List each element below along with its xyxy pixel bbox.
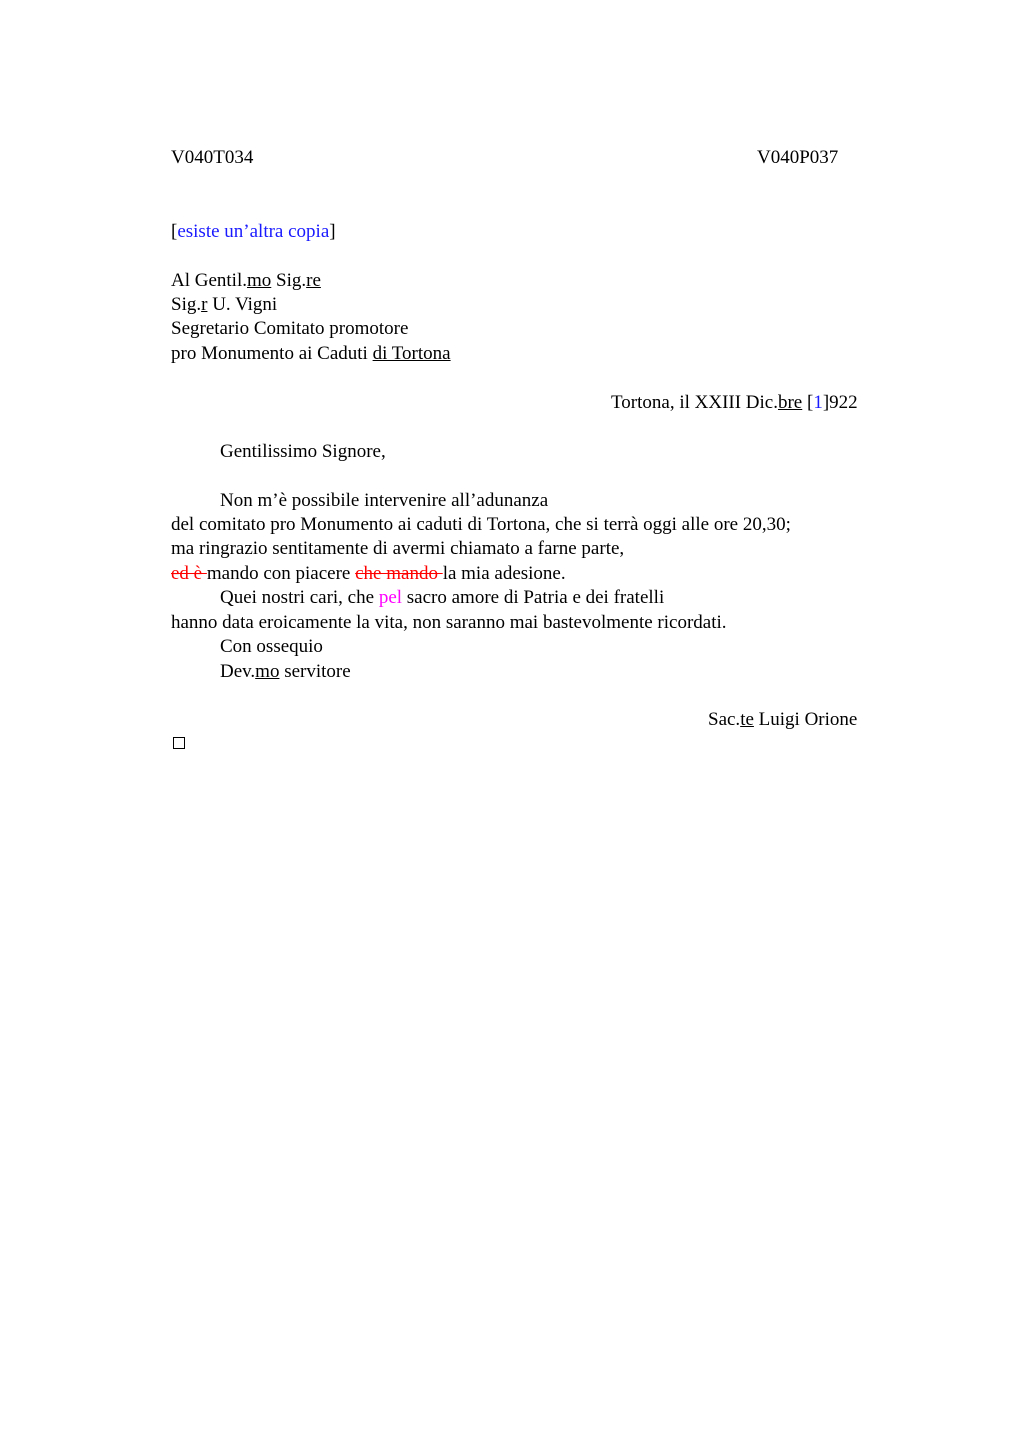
salutation: Gentilissimo Signore, — [220, 441, 386, 462]
date-line: Tortona, il XXIII Dic.bre [1]922 — [611, 392, 858, 413]
closing-line-1: Con ossequio — [220, 636, 323, 657]
deleted-text: ed è — [171, 563, 207, 584]
body-line-4: ed è mando con piacere che mando la mia adesione. — [171, 563, 566, 584]
note-text: esiste un’altra copia — [177, 221, 330, 242]
editorial-note — [171, 220, 336, 244]
archive-code-left: V040T034 — [171, 147, 254, 168]
end-marker-box-icon — [173, 737, 185, 749]
address-line-4: pro Monumento ai Caduti di Tortona — [171, 343, 451, 364]
signature: Sac.te Luigi Orione — [708, 709, 858, 730]
inserted-text: pel — [378, 587, 403, 608]
closing-line-2: Dev.mo servitore — [220, 661, 351, 682]
body-line-5: Quei nostri cari, che pel sacro amore di Patria e dei fratelli — [220, 587, 665, 608]
bracket-open: [ — [171, 221, 178, 242]
address-line-1: Al Gentil.mo Sig.re — [171, 270, 321, 291]
archive-code-right: V040P037 — [757, 147, 839, 168]
address-line-3: Segretario Comitato promotore — [171, 318, 409, 339]
body-line-6: hanno data eroicamente la vita, non saranno mai bastevolmente ricordati. — [171, 612, 727, 633]
bracket-close: ] — [329, 221, 336, 242]
address-line-2: Sig.r U. Vigni — [171, 294, 278, 315]
deleted-text: che mando — [355, 563, 443, 584]
body-line-1: Non m’è possibile intervenire all’adunanza — [220, 490, 549, 511]
body-line-3: ma ringrazio sentitamente di avermi chiamato a farne parte, — [171, 538, 625, 559]
body-line-2: del comitato pro Monumento ai caduti di Tortona, che si terrà oggi alle ore 20,30; — [171, 514, 791, 535]
